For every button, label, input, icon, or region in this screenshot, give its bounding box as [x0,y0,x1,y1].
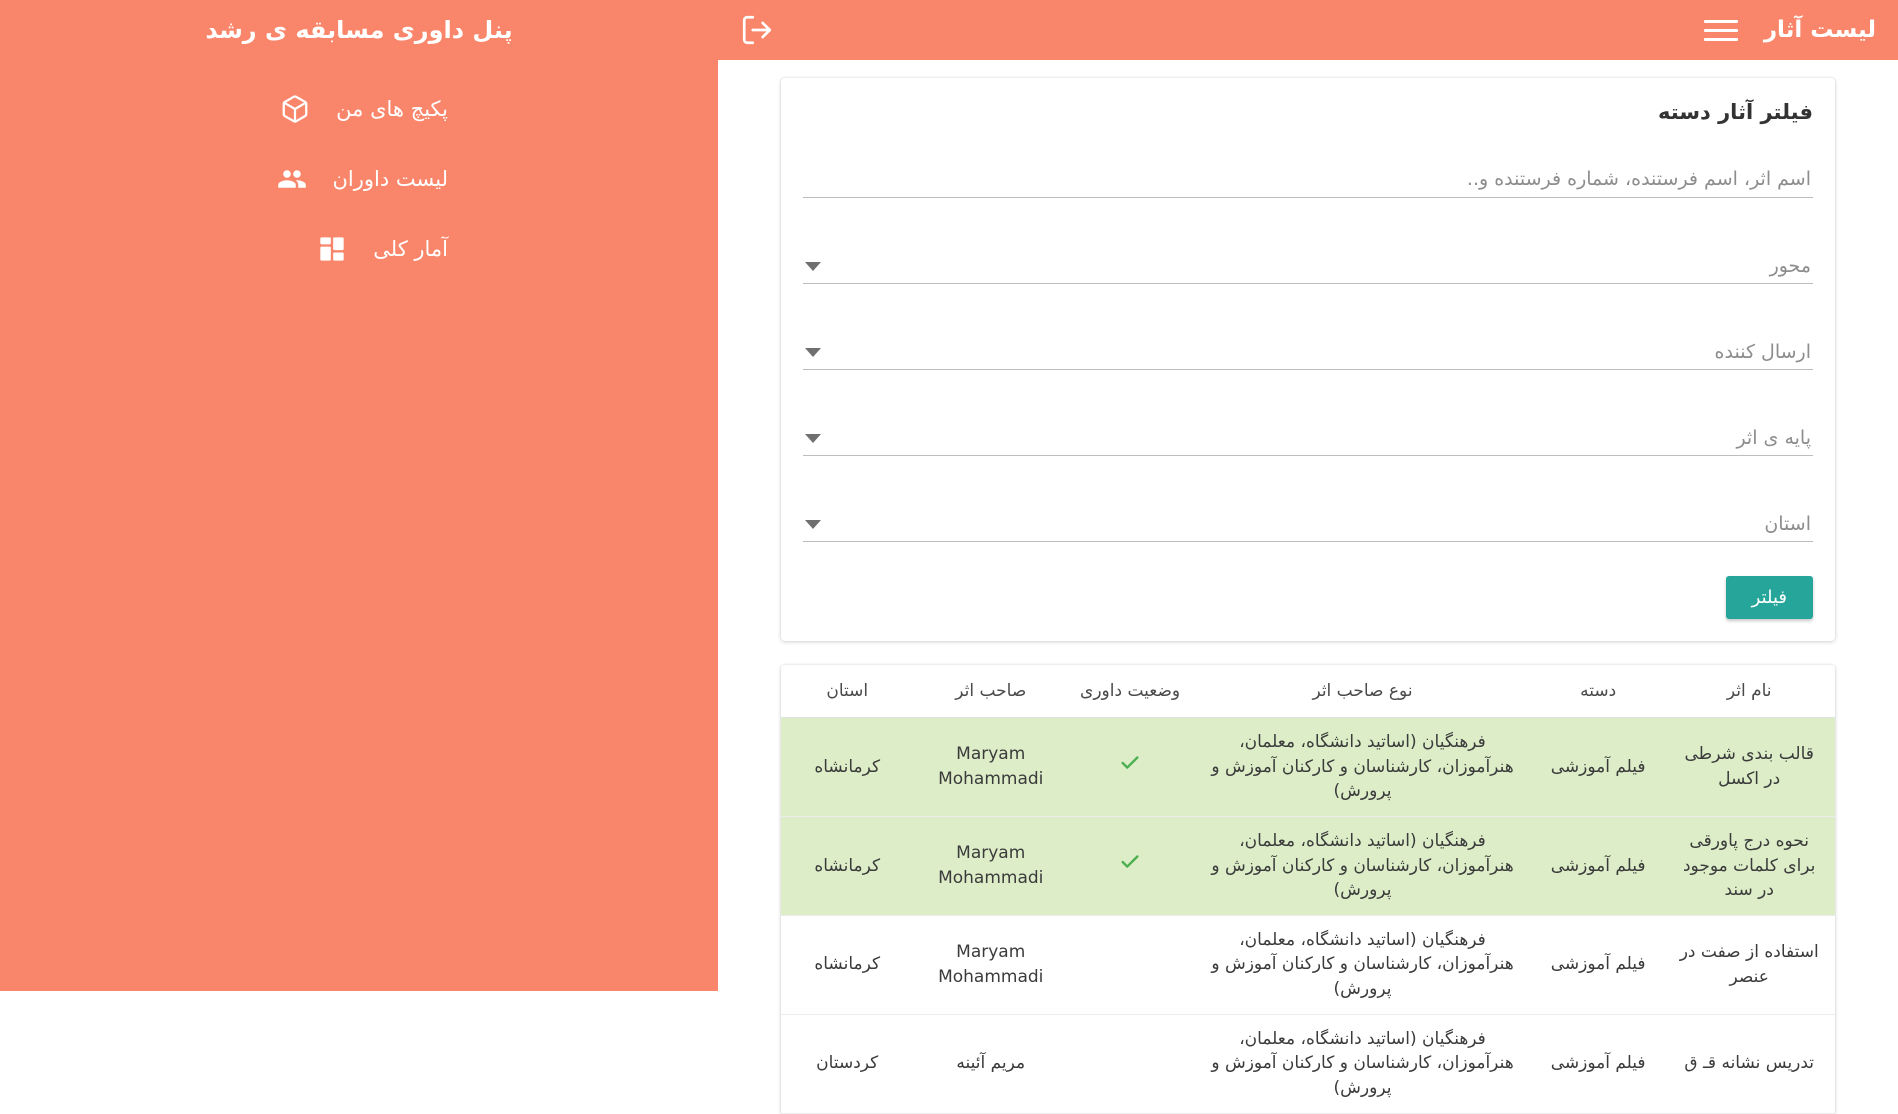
cell-province: کرمانشاه [781,718,913,817]
col-header-category: دسته [1533,665,1664,718]
cell-name: استفاده از صفت در عنصر [1663,915,1835,1014]
filter-actions [803,576,1813,619]
topbar-right-group [1704,17,1876,43]
page-title: لیست آثار [1763,17,1876,43]
select-field-province[interactable] [803,490,1813,542]
col-header-name: نام اثر [1663,665,1835,718]
cell-name: تدریس نشانه قـ ق [1663,1014,1835,1113]
filter-submit-button[interactable]: فیلتر [1726,576,1813,619]
hamburger-icon[interactable] [1704,17,1738,43]
select-field-axis[interactable] [803,232,1813,284]
cell-province: کرمانشاه [781,816,913,915]
cell-owner-type: فرهنگیان (اساتید دانشگاه، معلمان، هنرآموزان، کارشناسان و کارکنان آموزش و پرورش) [1192,816,1533,915]
sidebar-item-general-stats[interactable] [16,214,702,284]
table-row[interactable] [781,718,1835,817]
sidebar-item-judges-list[interactable] [16,144,702,214]
chevron-down-icon[interactable] [805,434,821,443]
chevron-down-icon[interactable] [805,520,821,529]
box-icon [280,94,310,124]
select-label-grade: پایه ی اثر [1736,427,1811,449]
users-icon [277,164,307,194]
works-table [781,665,1835,1114]
table-body [781,718,1835,1114]
select-field-grade[interactable] [803,404,1813,456]
cell-owner: Maryam Mohammadi [913,718,1068,817]
cell-province: کردستان [781,1014,913,1113]
sidebar-item-label: لیست داوران [332,167,448,191]
filter-card-title: فیلتر آثار دسته [1658,100,1813,124]
dashboard-grid-icon [317,234,347,264]
cell-category: فیلم آموزشی [1533,1014,1664,1113]
col-header-owner-type: نوع صاحب اثر [1192,665,1533,718]
cell-category: فیلم آموزشی [1533,718,1664,817]
logout-icon[interactable] [740,13,774,47]
sidebar-item-label: آمار کلی [373,237,448,261]
cell-owner: مریم آئینه [913,1014,1068,1113]
cell-name: قالب بندی شرطی در اکسل [1663,718,1835,817]
check-icon [1119,851,1141,873]
filter-card [781,78,1835,641]
search-input[interactable] [803,167,1813,191]
chevron-down-icon[interactable] [805,262,821,271]
chevron-down-icon[interactable] [805,348,821,357]
cell-owner-type: فرهنگیان (اساتید دانشگاه، معلمان، هنرآموزان، کارشناسان و کارکنان آموزش و پرورش) [1192,718,1533,817]
cell-province: کرمانشاه [781,915,913,1014]
table-row[interactable] [781,915,1835,1014]
main-content [718,0,1898,1099]
col-header-province: استان [781,665,913,718]
cell-category: فیلم آموزشی [1533,816,1664,915]
cell-judging-status [1068,1014,1192,1113]
top-app-bar [718,0,1898,60]
sidebar-title: پنل داوری مسابقه ی رشد [205,16,513,44]
col-header-judging-status: وضعیت داوری [1068,665,1192,718]
sidebar-item-my-packages[interactable] [16,74,702,144]
cell-judging-status [1068,816,1192,915]
col-header-owner: صاحب اثر [913,665,1068,718]
cell-judging-status [1068,915,1192,1014]
select-label-axis: محور [1769,255,1811,277]
select-label-sender: ارسال کننده [1714,341,1811,363]
select-field-sender[interactable] [803,318,1813,370]
search-field[interactable] [803,146,1813,198]
check-icon [1119,752,1141,774]
cell-category: فیلم آموزشی [1533,915,1664,1014]
table-header-row [781,665,1835,718]
cell-judging-status [1068,718,1192,817]
cell-name: نحوه درج پاورقی برای کلمات موجود در سند [1663,816,1835,915]
cell-owner-type: فرهنگیان (اساتید دانشگاه، معلمان، هنرآموزان، کارشناسان و کارکنان آموزش و پرورش) [1192,1014,1533,1113]
sidebar-item-label: پکیچ های من [336,97,448,121]
cell-owner: Maryam Mohammadi [913,915,1068,1014]
table-head [781,665,1835,718]
select-label-province: استان [1764,513,1811,535]
table-row[interactable] [781,816,1835,915]
sidebar-menu [0,74,718,284]
cell-owner: Maryam Mohammadi [913,816,1068,915]
sidebar [0,0,718,991]
cell-owner-type: فرهنگیان (اساتید دانشگاه، معلمان، هنرآموزان، کارشناسان و کارکنان آموزش و پرورش) [1192,915,1533,1014]
table-row[interactable] [781,1014,1835,1113]
works-table-container [781,665,1835,1114]
